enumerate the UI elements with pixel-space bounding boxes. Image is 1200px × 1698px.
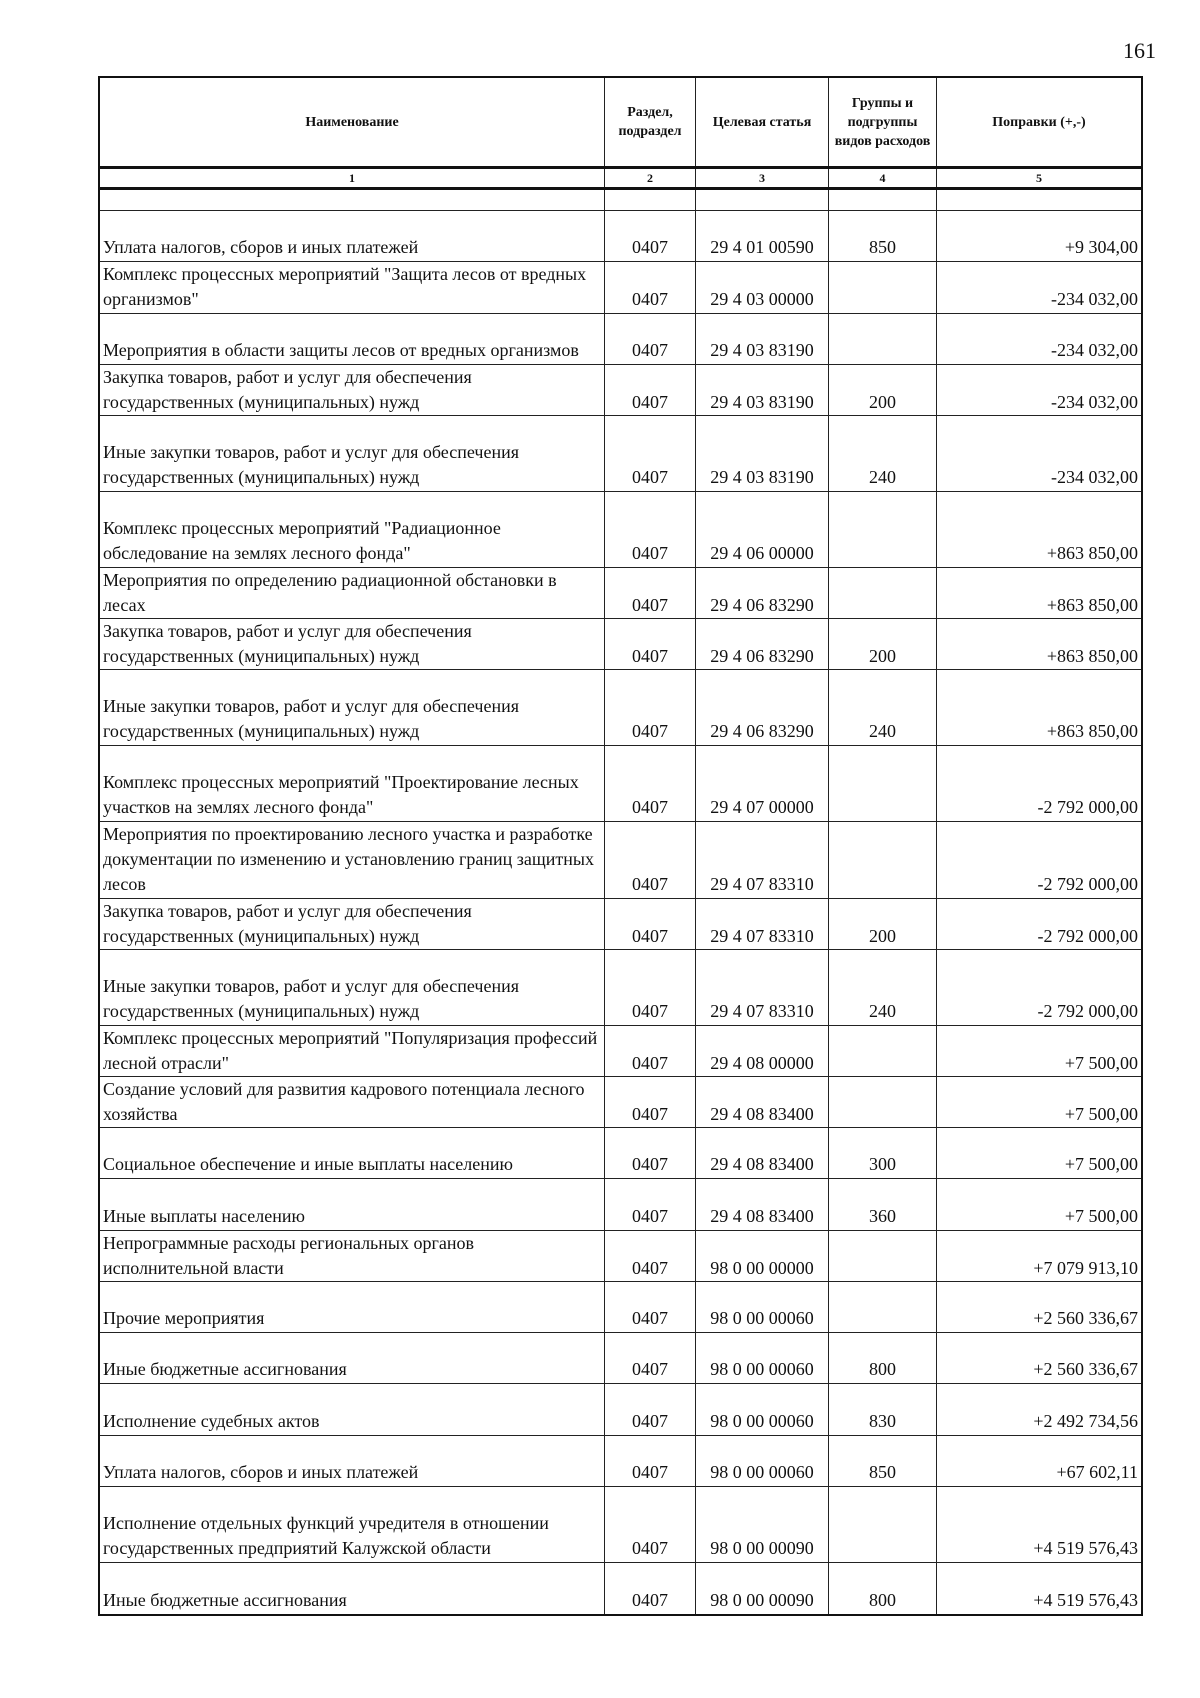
row-name-cell: Комплекс процессных мероприятий "Защита лесов от вредных организмов"	[100, 262, 605, 313]
table-row	[100, 898, 1141, 949]
row-group-cell	[829, 1077, 937, 1128]
row-amount-cell: -2 792 000,00	[1037, 874, 1138, 894]
column-number: 4	[829, 169, 937, 187]
row-group-cell	[829, 1026, 937, 1077]
row-name-cell: Мероприятия в области защиты лесов от вредных организмов	[100, 314, 605, 364]
table-row	[100, 261, 1141, 313]
table-row	[100, 1383, 1141, 1435]
row-amount-cell: +67 602,11	[1056, 1462, 1138, 1482]
row-group-cell: 800	[829, 1563, 937, 1614]
row-group-cell: 200	[829, 899, 937, 950]
table-row	[100, 1025, 1141, 1076]
row-amount-cell: -234 032,00	[1051, 467, 1138, 487]
row-section-cell: 0407	[605, 568, 696, 619]
row-article-cell: 29 4 08 00000	[696, 1026, 829, 1077]
row-section-cell: 0407	[605, 1333, 696, 1383]
table-row	[100, 669, 1141, 745]
spacer-row	[100, 190, 1141, 210]
row-amount-cell: +4 519 576,43	[1033, 1538, 1138, 1558]
row-name-cell: Прочие мероприятия	[100, 1282, 605, 1332]
row-name-cell: Создание условий для развития кадрового потенциала лесного хозяйства	[100, 1077, 605, 1128]
row-amount-cell: +2 560 336,67	[1033, 1359, 1138, 1379]
row-name-cell: Закупка товаров, работ и услуг для обеспечения государственных (муниципальных) нужд	[100, 365, 605, 416]
row-section-cell: 0407	[605, 262, 696, 313]
row-amount-cell: +863 850,00	[1046, 543, 1138, 563]
header-amount: Поправки (+,-)	[992, 114, 1086, 130]
row-section-cell: 0407	[605, 365, 696, 416]
row-section-cell: 0407	[605, 416, 696, 491]
row-article-cell: 29 4 01 00590	[696, 211, 829, 261]
row-group-cell: 240	[829, 670, 937, 745]
row-article-cell: 98 0 00 00060	[696, 1282, 829, 1332]
table-row	[100, 415, 1141, 491]
row-article-cell: 29 4 03 00000	[696, 262, 829, 313]
table-row	[100, 313, 1141, 364]
row-group-cell: 360	[829, 1179, 937, 1230]
row-group-cell	[829, 1487, 937, 1562]
row-amount-cell: -2 792 000,00	[1037, 1001, 1138, 1021]
row-group-cell: 830	[829, 1384, 937, 1435]
table-row	[100, 491, 1141, 567]
page-number: 161	[1123, 38, 1156, 63]
row-group-cell	[829, 314, 937, 364]
row-section-cell: 0407	[605, 1077, 696, 1128]
row-amount-cell: +863 850,00	[1046, 646, 1138, 666]
table-row	[100, 1178, 1141, 1230]
row-group-cell	[829, 492, 937, 567]
row-article-cell: 29 4 07 83310	[696, 950, 829, 1025]
table-row	[100, 1281, 1141, 1332]
row-amount-cell: +2 560 336,67	[1033, 1308, 1138, 1328]
row-section-cell: 0407	[605, 1128, 696, 1178]
row-name-cell: Непрограммные расходы региональных органов исполнительной власти	[100, 1231, 605, 1282]
row-name-cell: Иные выплаты населению	[100, 1179, 605, 1230]
row-name-cell: Уплата налогов, сборов и иных платежей	[100, 211, 605, 261]
row-group-cell: 800	[829, 1333, 937, 1383]
table-row	[100, 1486, 1141, 1562]
row-section-cell: 0407	[605, 492, 696, 567]
row-name-cell: Исполнение судебных актов	[100, 1384, 605, 1435]
header-groups: Группы и подгруппы видов расходов	[829, 78, 937, 166]
row-article-cell: 29 4 06 83290	[696, 568, 829, 619]
row-group-cell: 200	[829, 365, 937, 416]
row-group-cell: 850	[829, 211, 937, 261]
row-article-cell: 29 4 03 83190	[696, 314, 829, 364]
row-group-cell: 850	[829, 1436, 937, 1486]
row-article-cell: 29 4 08 83400	[696, 1128, 829, 1178]
row-group-cell: 240	[829, 416, 937, 491]
row-article-cell: 98 0 00 00090	[696, 1563, 829, 1614]
budget-table	[98, 76, 1143, 1616]
row-article-cell: 98 0 00 00090	[696, 1487, 829, 1562]
row-article-cell: 29 4 07 83310	[696, 822, 829, 898]
table-header	[100, 78, 1141, 169]
row-section-cell: 0407	[605, 899, 696, 950]
row-article-cell: 29 4 03 83190	[696, 365, 829, 416]
row-amount-cell: -234 032,00	[1051, 392, 1138, 412]
row-amount-cell: -234 032,00	[1051, 289, 1138, 309]
row-name-cell: Комплекс процессных мероприятий "Проектирование лесных участков на землях лесного фонда"	[100, 746, 605, 821]
row-section-cell: 0407	[605, 1487, 696, 1562]
row-article-cell: 98 0 00 00060	[696, 1333, 829, 1383]
row-group-cell	[829, 568, 937, 619]
row-section-cell: 0407	[605, 1436, 696, 1486]
table-row	[100, 1230, 1141, 1281]
row-amount-cell: +7 500,00	[1064, 1154, 1138, 1174]
table-row	[100, 210, 1141, 261]
table-row	[100, 1076, 1141, 1127]
row-article-cell: 29 4 08 83400	[696, 1179, 829, 1230]
row-name-cell: Закупка товаров, работ и услуг для обеспечения государственных (муниципальных) нужд	[100, 619, 605, 670]
row-name-cell: Комплекс процессных мероприятий "Радиационное обследование на землях лесного фонда"	[100, 492, 605, 567]
row-name-cell: Мероприятия по определению радиационной обстановки в лесах	[100, 568, 605, 619]
table-row	[100, 821, 1141, 898]
row-section-cell: 0407	[605, 1282, 696, 1332]
column-number: 5	[1036, 170, 1042, 185]
row-name-cell: Уплата налогов, сборов и иных платежей	[100, 1436, 605, 1486]
row-amount-cell: -234 032,00	[1051, 340, 1138, 360]
row-article-cell: 29 4 06 00000	[696, 492, 829, 567]
table-row	[100, 745, 1141, 821]
row-section-cell: 0407	[605, 314, 696, 364]
row-amount-cell: -2 792 000,00	[1037, 926, 1138, 946]
row-amount-cell: +863 850,00	[1046, 721, 1138, 741]
row-article-cell: 29 4 07 83310	[696, 899, 829, 950]
row-name-cell: Закупка товаров, работ и услуг для обеспечения государственных (муниципальных) нужд	[100, 899, 605, 950]
table-row	[100, 567, 1141, 618]
row-article-cell: 98 0 00 00000	[696, 1231, 829, 1282]
row-section-cell: 0407	[605, 1026, 696, 1077]
header-article: Целевая статья	[696, 78, 829, 166]
row-name-cell: Исполнение отдельных функций учредителя в отношении государственных предприятий Калужской области	[100, 1487, 605, 1562]
row-section-cell: 0407	[605, 670, 696, 745]
row-group-cell: 200	[829, 619, 937, 670]
row-amount-cell: +7 500,00	[1064, 1104, 1138, 1124]
row-group-cell	[829, 746, 937, 821]
row-name-cell: Иные закупки товаров, работ и услуг для обеспечения государственных (муниципальных) нужд	[100, 950, 605, 1025]
table-row	[100, 1435, 1141, 1486]
row-amount-cell: +7 079 913,10	[1033, 1258, 1138, 1278]
column-number: 2	[605, 169, 696, 187]
row-section-cell: 0407	[605, 1231, 696, 1282]
table-row	[100, 1562, 1141, 1614]
row-article-cell: 98 0 00 00060	[696, 1436, 829, 1486]
row-article-cell: 29 4 08 83400	[696, 1077, 829, 1128]
row-amount-cell: +9 304,00	[1064, 237, 1138, 257]
row-article-cell: 29 4 06 83290	[696, 670, 829, 745]
row-section-cell: 0407	[605, 746, 696, 821]
header-section: Раздел, подраздел	[605, 78, 696, 166]
row-section-cell: 0407	[605, 822, 696, 898]
table-row	[100, 618, 1141, 669]
row-name-cell: Иные закупки товаров, работ и услуг для обеспечения государственных (муниципальных) нужд	[100, 416, 605, 491]
row-article-cell: 98 0 00 00060	[696, 1384, 829, 1435]
table-row	[100, 1127, 1141, 1178]
row-amount-cell: +7 500,00	[1064, 1206, 1138, 1226]
row-name-cell: Комплекс процессных мероприятий "Популяризация профессий лесной отрасли"	[100, 1026, 605, 1077]
column-number: 3	[696, 169, 829, 187]
row-section-cell: 0407	[605, 619, 696, 670]
table-row	[100, 1332, 1141, 1383]
row-amount-cell: +2 492 734,56	[1033, 1411, 1138, 1431]
row-amount-cell: +7 500,00	[1064, 1053, 1138, 1073]
table-body	[100, 210, 1141, 1614]
row-amount-cell: +4 519 576,43	[1033, 1590, 1138, 1610]
table-row	[100, 949, 1141, 1025]
column-number-row	[100, 169, 1141, 190]
row-section-cell: 0407	[605, 1384, 696, 1435]
row-group-cell	[829, 1282, 937, 1332]
row-article-cell: 29 4 07 00000	[696, 746, 829, 821]
row-section-cell: 0407	[605, 950, 696, 1025]
row-name-cell: Социальное обеспечение и иные выплаты населению	[100, 1128, 605, 1178]
row-article-cell: 29 4 06 83290	[696, 619, 829, 670]
row-amount-cell: +863 850,00	[1046, 595, 1138, 615]
row-section-cell: 0407	[605, 211, 696, 261]
row-article-cell: 29 4 03 83190	[696, 416, 829, 491]
row-name-cell: Иные бюджетные ассигнования	[100, 1333, 605, 1383]
row-section-cell: 0407	[605, 1563, 696, 1614]
row-group-cell	[829, 822, 937, 898]
row-group-cell	[829, 262, 937, 313]
row-name-cell: Иные бюджетные ассигнования	[100, 1563, 605, 1614]
table-row	[100, 364, 1141, 415]
row-name-cell: Мероприятия по проектированию лесного участка и разработке документации по изменению и установлению границ защитных лесов	[100, 822, 605, 898]
column-number: 1	[100, 169, 605, 187]
row-group-cell: 240	[829, 950, 937, 1025]
header-name: Наименование	[100, 78, 605, 166]
row-group-cell: 300	[829, 1128, 937, 1178]
row-section-cell: 0407	[605, 1179, 696, 1230]
row-name-cell: Иные закупки товаров, работ и услуг для обеспечения государственных (муниципальных) нужд	[100, 670, 605, 745]
row-amount-cell: -2 792 000,00	[1037, 797, 1138, 817]
row-group-cell	[829, 1231, 937, 1282]
